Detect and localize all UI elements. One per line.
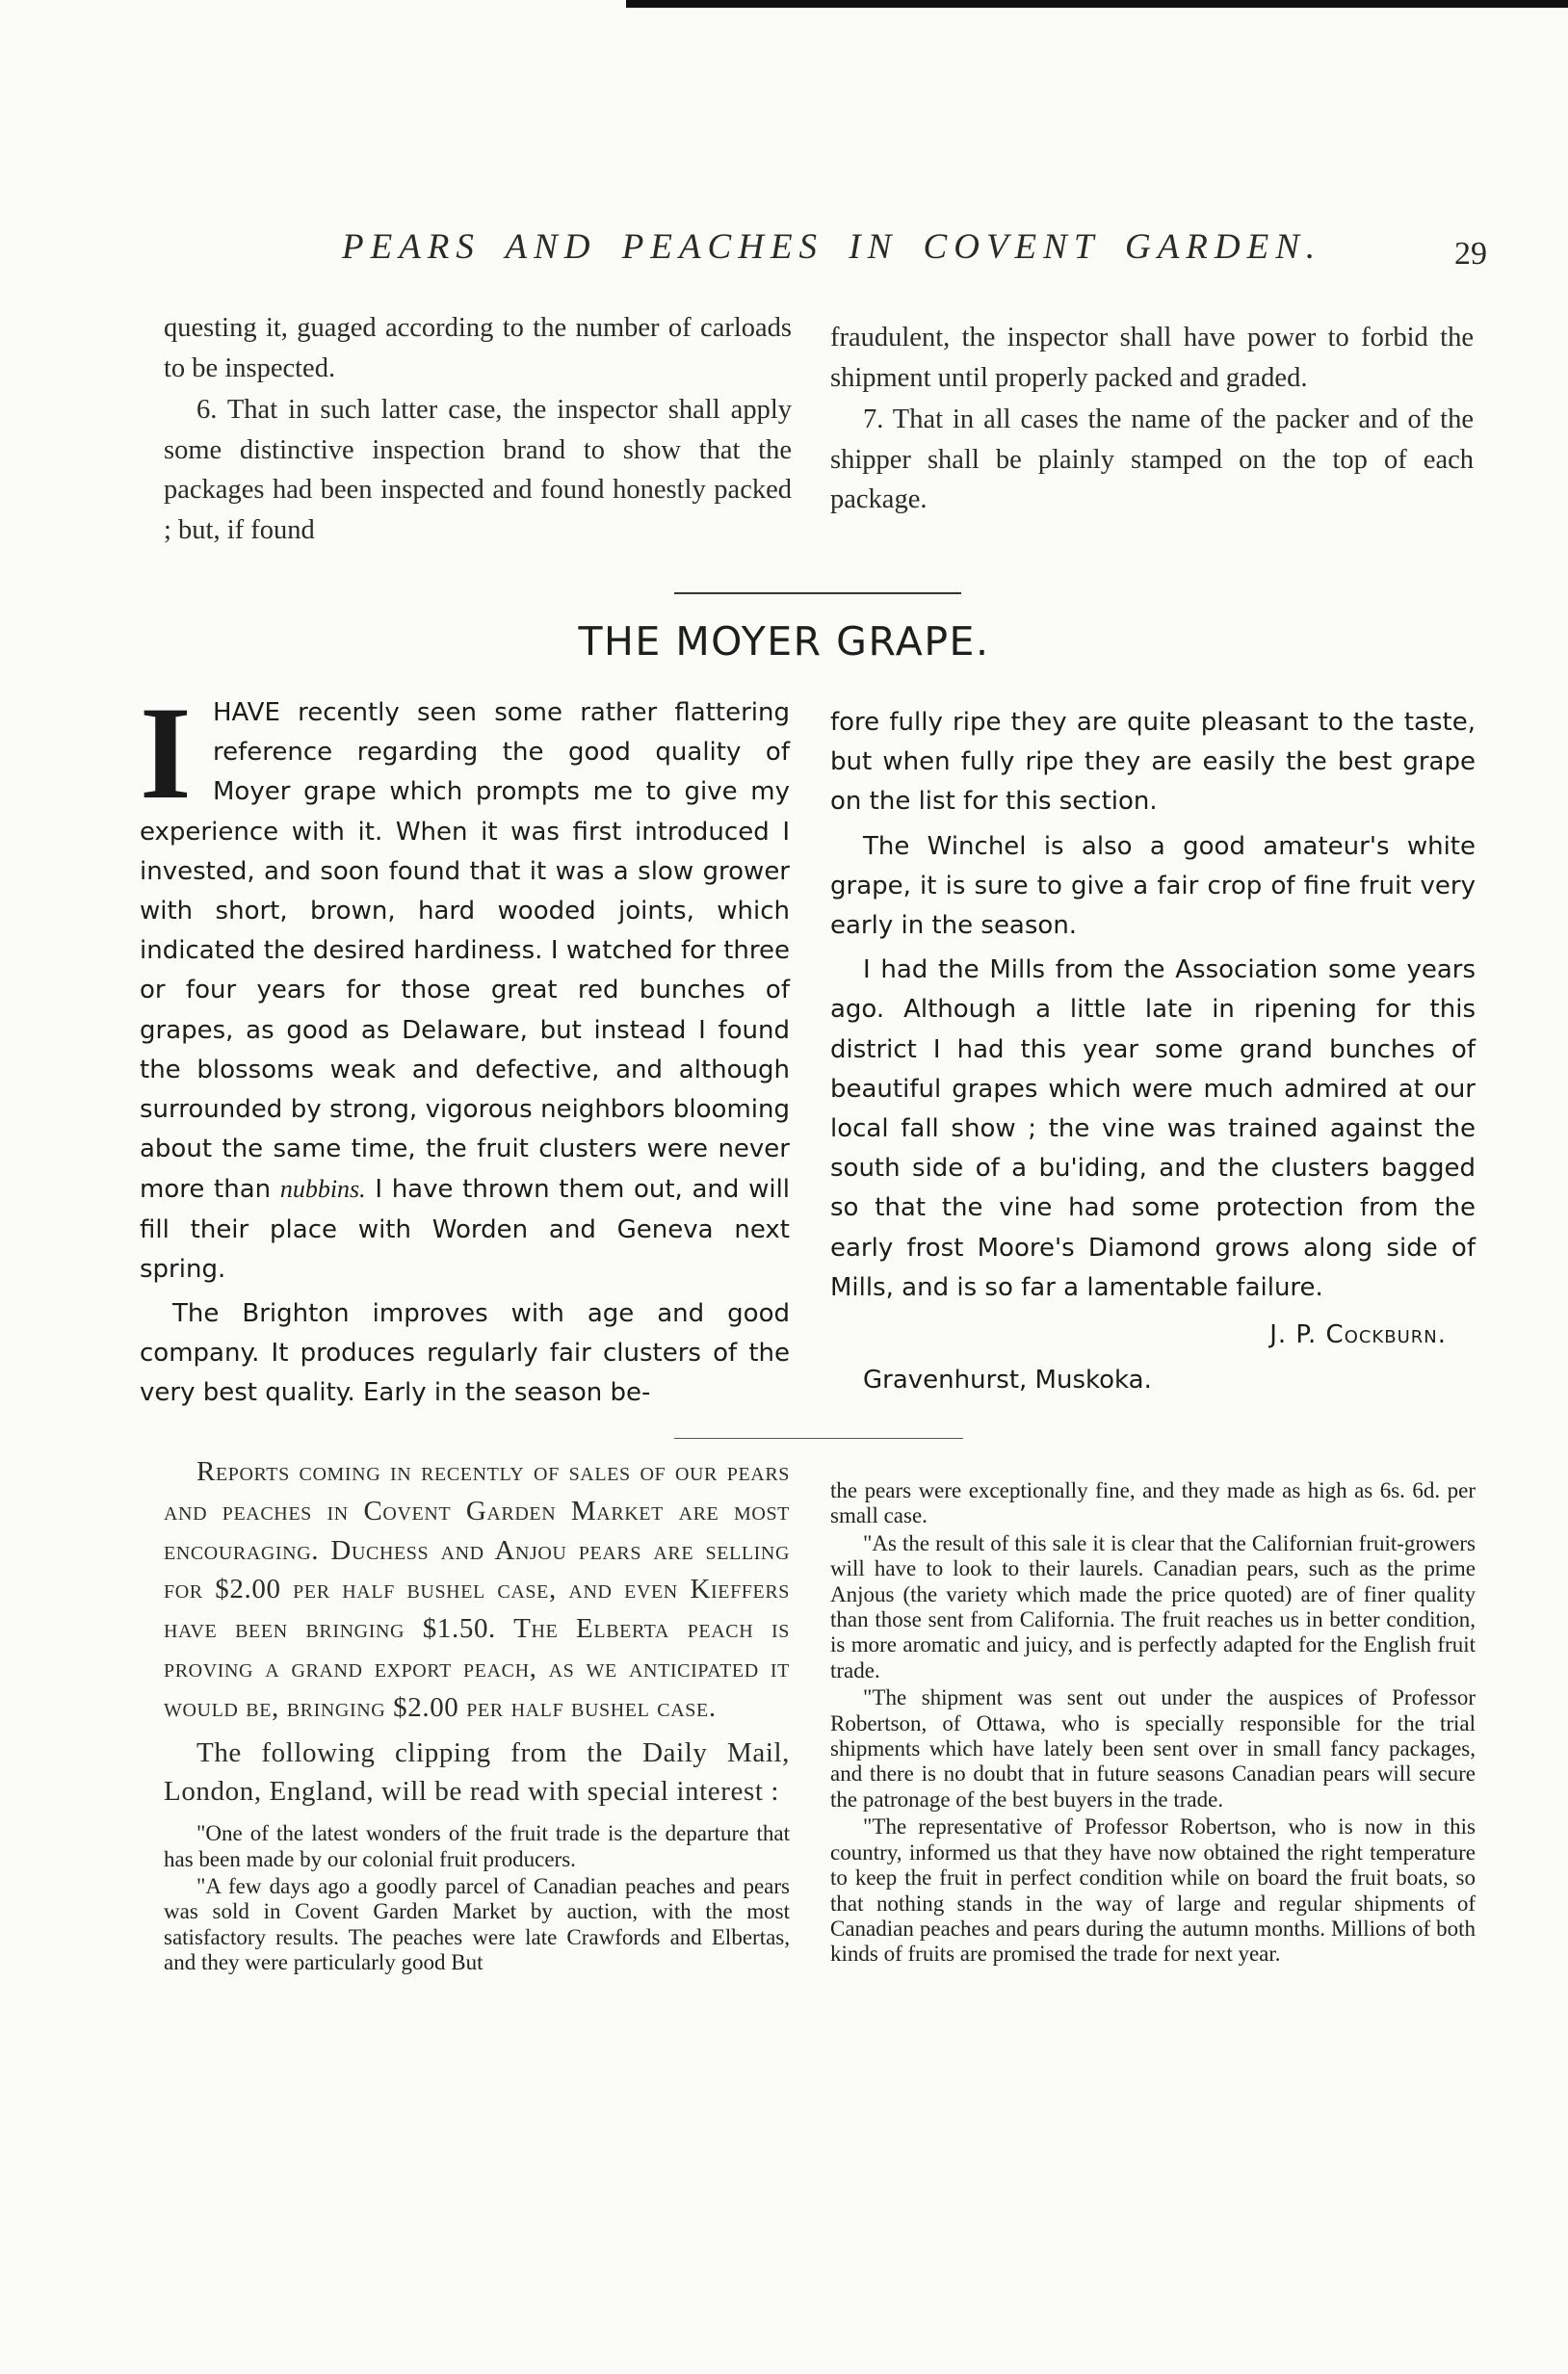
top-border-line (626, 0, 1568, 8)
article-column-right (830, 703, 1476, 1400)
page-number: 29 (1454, 236, 1487, 272)
author-location: Gravenhurst, Muskoka. (863, 1366, 1152, 1396)
reports-column-right (830, 1478, 1476, 1968)
paragraph: 6. That in such latter case, the inspector shall apply some distinctive inspection brand to show that the packages had been inspected and found honestly packed ; but, if found (164, 395, 792, 545)
text: I have thrown them out, and will fill their place with Worden and Geneva next spring. (140, 1175, 791, 1284)
paragraph: 7. That in all cases the name of the packer and of the shipper shall be plainly stamped on the top of each package. (830, 404, 1474, 514)
author-signature: J. P. Cockburn. (1269, 1320, 1447, 1350)
paragraph: "A few days ago a goodly parcel of Canadian peaches and pears was sold in Covent Garden Market by auction, with the most satisfactory results. The peaches were late Crawfords and Elbertas, and they were particularly good But (164, 1873, 790, 1975)
italic-word: nubbins. (279, 1175, 366, 1204)
drop-cap: I (140, 679, 192, 826)
paragraph: "The representative of Professor Robertson, who is now in this country, informed us that they have now obtained the right temperature to keep the fruit in perfect condition while on board the fruit boats, so that nothing stands in the way of large and regular shipments of Canadian peaches and pears during the autumn months. Millions of both kinds of fruits are promised the trade for next year. (830, 1814, 1476, 1967)
paragraph: questing it, guaged according to the number of carloads to be inspected. (164, 313, 792, 383)
running-title: PEARS AND PEACHES IN COVENT GARDEN. (342, 227, 1322, 267)
article-title: THE MOYER GRAPE. (578, 618, 990, 665)
section-divider (674, 592, 961, 594)
text: HAVE recently seen some rather flattering reference regarding the good quality of Moyer grape which prompts me to give my experience with it. When it was first introduced I invested, and soon found that it was a slow grower with short, brown, hard wooded joints, which indicated the desired hardiness. I watched for three or four years for those great red bunches of grapes, as good as Delaware, but instead I found the blossoms weak and defective, and although surrounded by strong, vigorous neighbors blooming about the same time, the fruit clusters were never more than (140, 698, 790, 1205)
paragraph: "As the result of this sale it is clear that the Californian fruit-growers will have to look to their laurels. Canadian pears, such as the prime Anjous (the variety which made the price quoted) are of finer quality than those sent from California. The fruit reaches us in better condition, is more aromatic and juicy, and is perfectly adapted for the English fruit trade. (830, 1530, 1476, 1683)
paragraph: "The shipment was sent out under the auspices of Professor Robertson, of Ottawa, who is specially responsible for the trial shipments which have lately been sent over in small fancy packages, and there is no doubt that in future seasons Canadian pears will secure the patronage of the best buyers in the trade. (830, 1685, 1476, 1812)
continued-column-right (830, 318, 1474, 520)
paragraph: fraudulent, the inspector shall have power to forbid the shipment until properly packed and graded. (830, 323, 1474, 393)
running-header (342, 217, 1498, 274)
paragraph: The Brighton improves with age and good company. It produces regularly fair clusters of the very best quality. Early in the season be- (140, 1299, 790, 1408)
paragraph: the pears were exceptionally fine, and they made as high as 6s. 6d. per small case. (830, 1478, 1476, 1528)
paragraph: fore fully ripe they are quite pleasant to the taste, but when fully ripe they are easily the best grape on the list for this section. (830, 708, 1476, 817)
paragraph: The following clipping from the Daily Mail, London, England, will be read with special interest : (164, 1736, 790, 1808)
reports-column-left (164, 1452, 790, 1976)
paragraph: Reports coming in recently of sales of our pears and peaches in Covent Garden Market are most encouraging. Duchess and Anjou pears are selling for $2.00 per half bushel case, and even Kieffers have been bringing $1.50. The Elberta peach is proving a grand export peach, as we anticipated it would be, bringing $2.00 per half bushel case. (164, 1456, 790, 1723)
section-divider (674, 1438, 963, 1439)
article-column-left (140, 679, 791, 1414)
continued-column-left (164, 308, 792, 550)
paragraph: I had the Mills from the Association some years ago. Although a little late in ripening for this district I had this year some grand bunches of beautiful grapes which were much admired at our local fall show ; the vine was trained against the south side of a bu'iding, and the clusters bagged so that the vine had some protection from the early frost Moore's Diamond grows along side of Mills, and is so far a lamentable failure. (830, 955, 1476, 1302)
paragraph (140, 679, 791, 1290)
quoted-clipping (164, 1821, 790, 1975)
paragraph: The Winchel is also a good amateur's white grape, it is sure to give a fair crop of fine fruit very early in the season. (830, 831, 1476, 941)
paragraph: "One of the latest wonders of the fruit trade is the departure that has been made by our colonial fruit producers. (164, 1821, 790, 1871)
